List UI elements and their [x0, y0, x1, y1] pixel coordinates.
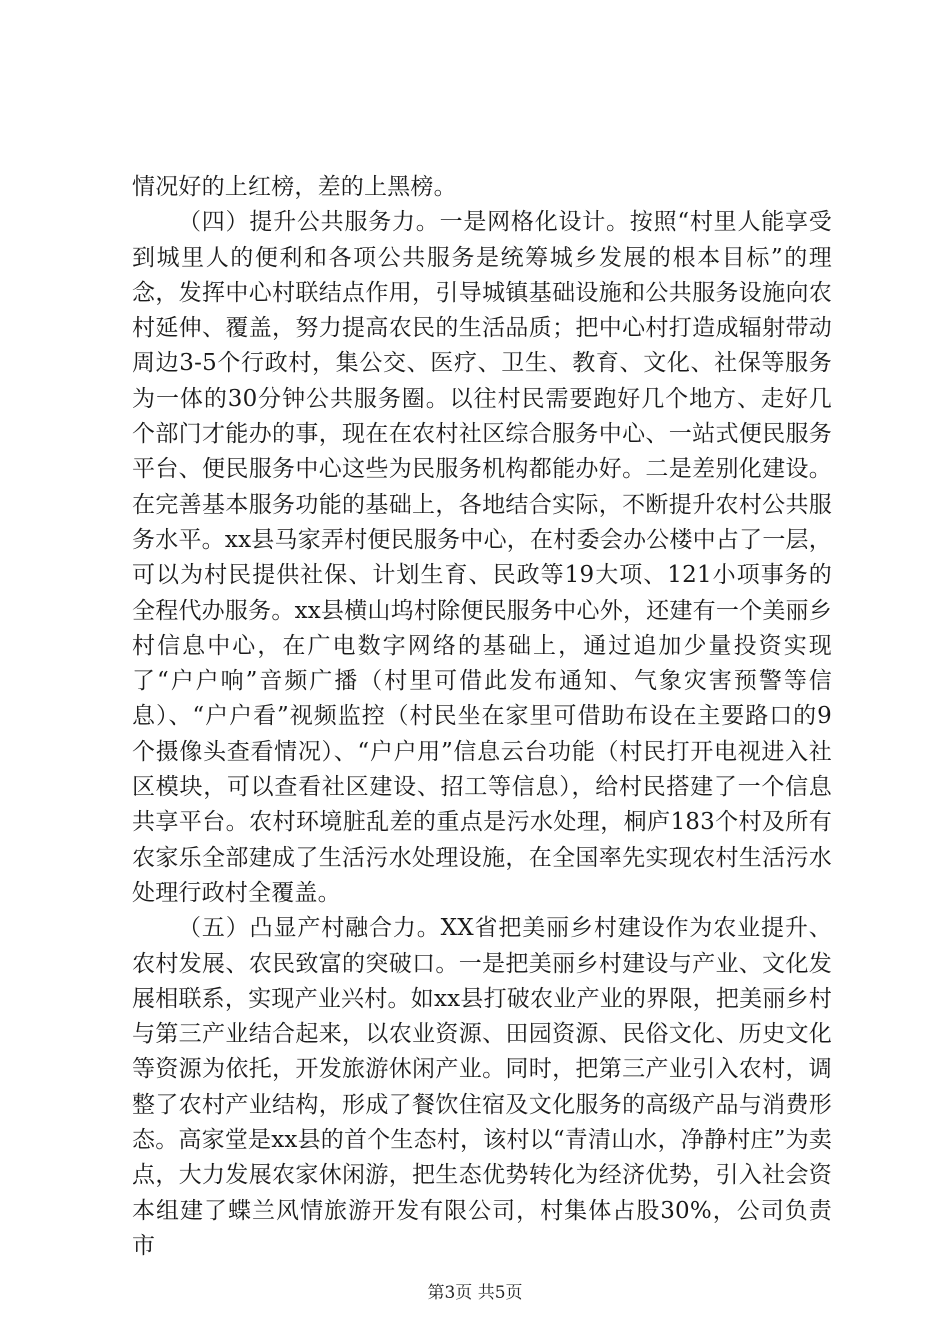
paragraph-public-service: （四）提升公共服务力。一是网格化设计。按照“村里人能享受到城里人的便利和各项公共服务是统筹城乡发展的根本目标”的理念，发挥中心村联结点作用，引导城镇基础设施和公共服务设施向农村延伸、覆盖，努力提高农民的生活品质；把中心村打造成辐射带动周边3-5个行政村，集公交、医疗、卫生、教育、文化、社保等服务为一体的30分钟公共服务圈。以往村民需要跑好几个地方、走好几个部门才能办的事，现在在农村社区综合服务中心、一站式便民服务平台、便民服务中心这些为民服务机构都能办好。二是差别化建设。在完善基本服务功能的基础上，各地结合实际，不断提升农村公共服务水平。xx县马家弄村便民服务中心，在村委会办公楼中占了一层，可以为村民提供社保、计划生育、民政等19大项、121小项事务的全程代办服务。xx县横山坞村除便民服务中心外，还建有一个美丽乡村信息中心，在广电数字网络的基础上，通过追加少量投资实现了“户户响”音频广播（村里可借此发布通知、气象灾害预警等信息）、“户户看”视频监控（村民坐在家里可借助布设在主要路口的9个摄像头查看情况）、“户户用”信息云台功能（村民打开电视进入社区模块，可以查看社区建设、招工等信息），给村民搭建了一个信息共享平台。农村环境脏乱差的重点是污水处理，桐庐183个村及所有农家乐全部建成了生活污水处理设施，在全国率先实现农村生活污水处理行政村全覆盖。 [132, 209, 832, 906]
paragraph-continuation: 情况好的上红榜，差的上黑榜。 [132, 174, 457, 200]
page-footer: 第3页 共5页 [427, 1283, 523, 1303]
body-text [132, 170, 832, 1264]
paragraph-industry-integration: （五）凸显产村融合力。XX省把美丽乡村建设作为农业提升、农村发展、农民致富的突破口。一是把美丽乡村建设与产业、文化发展相联系，实现产业兴村。如xx县打破农业产业的界限，把美丽乡村与第三产业结合起来，以农业资源、田园资源、民俗文化、历史文化等资源为依托，开发旅游休闲产业。同时，把第三产业引入农村，调整了农村产业结构，形成了餐饮住宿及文化服务的高级产品与消费形态。高家堂是xx县的首个生态村，该村以“青清山水，净静村庄”为卖点，大力发展农家休闲游，把生态优势转化为经济优势，引入社会资本组建了蝶兰风情旅游开发有限公司，村集体占股30%，公司负责市 [132, 915, 832, 1259]
